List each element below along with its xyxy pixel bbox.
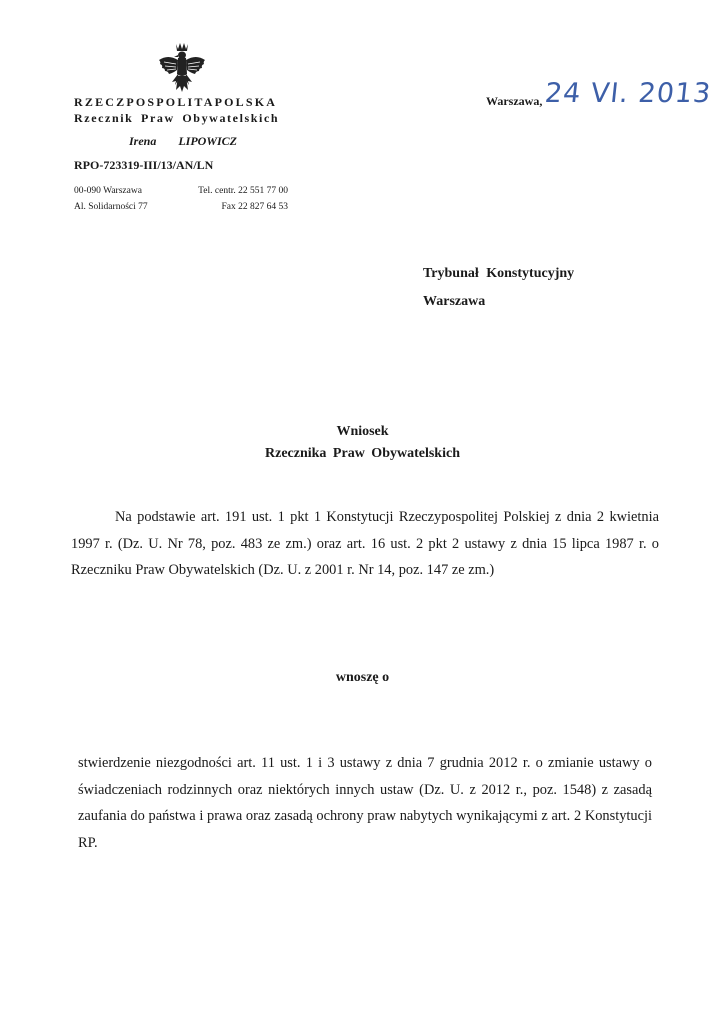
fax-number: Fax 22 827 64 53 — [221, 202, 288, 212]
phone-number: Tel. centr. 22 551 77 00 — [198, 186, 288, 196]
address-line-1: 00-090 Warszawa — [74, 186, 142, 196]
person-name — [129, 134, 237, 149]
person-first-name: Irena — [129, 134, 157, 148]
document-title: Wniosek — [336, 424, 389, 439]
demand-heading: wnoszę o — [335, 670, 390, 685]
request-paragraph: stwierdzenie niezgodności art. 11 ust. 1 i 3 ustawy z dnia 7 grudnia 2012 r. o zmianie ustawy o świadczeniach rodzinnych oraz niektórych innych ustaw (Dz. U. z 2012 r., poz. 1548) z zasadą zaufania do państwa i prawa oraz zasadą ochrony praw nabytych wynikającymi z art. 2 Konstytucji RP. — [78, 755, 652, 851]
person-last-name: LIPOWICZ — [178, 134, 238, 148]
eagle-emblem-icon — [156, 40, 208, 98]
reference-number: RPO-723319-III/13/AN/LN — [74, 158, 214, 172]
document-subtitle: Rzecznika Praw Obywatelskich — [265, 446, 460, 461]
addressee-line-2: Warszawa — [423, 294, 486, 309]
addressee-line-1: Trybunał Konstytucyjny — [423, 266, 575, 281]
date-place: Warszawa, — [486, 94, 543, 108]
organization-name: RZECZPOSPOLITAPOLSKA — [74, 95, 278, 109]
handwritten-date: 24 VI. 2013 — [543, 78, 713, 109]
address-line-2: Al. Solidarności 77 — [74, 202, 148, 212]
legal-basis-paragraph: Na podstawie art. 191 ust. 1 pkt 1 Konstytucji Rzeczypospolitej Polskiej z dnia 2 kwietnia 1997 r. (Dz. U. Nr 78, poz. 483 ze zm.) oraz art. 16 ust. 2 pkt 2 ustawy z dnia 15 lipca 1987 r. o Rzeczniku Praw Obywatelskich (Dz. U. z 2001 r. Nr 14, poz. 147 ze zm.) — [71, 509, 659, 578]
organization-subtitle: Rzecznik Praw Obywatelskich — [74, 111, 280, 125]
